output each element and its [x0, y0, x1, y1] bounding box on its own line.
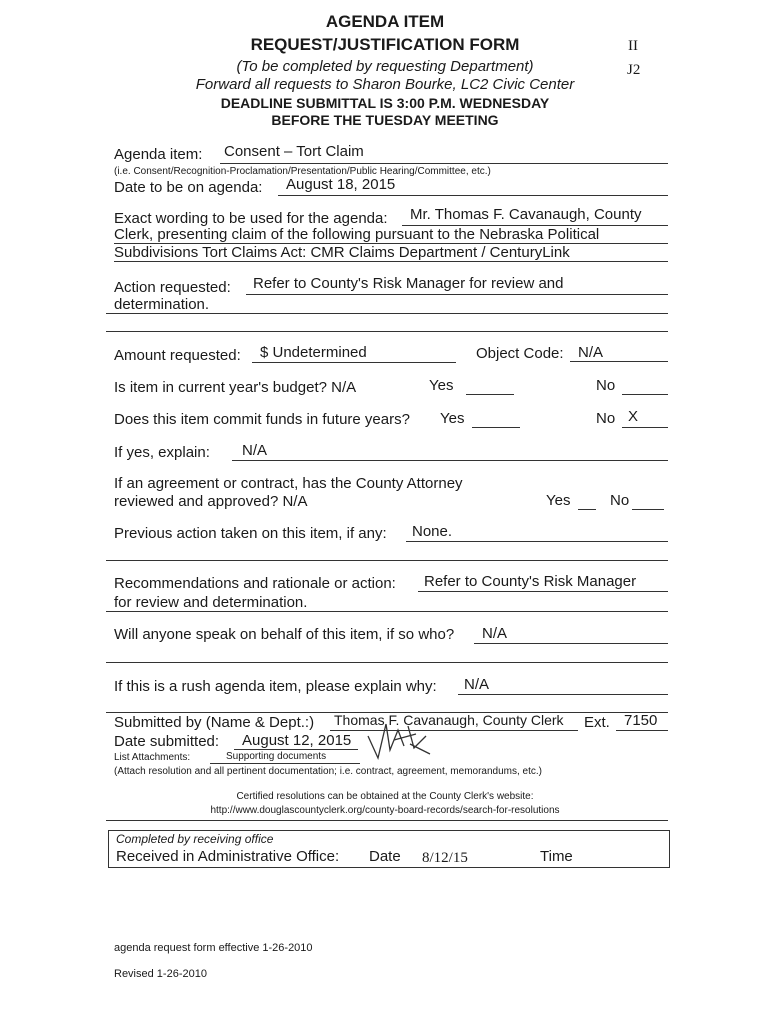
attachments-note: (Attach resolution and all pertinent documentation; i.e. contract, agreement, memorandums, etc.) [114, 766, 542, 777]
certified-line1: Certified resolutions can be obtained at the County Clerk's website: [236, 791, 534, 802]
certified-url[interactable]: http://www.douglascountyclerk.org/county-board-records/search-for-resolutions [210, 805, 560, 816]
object-code-value: N/A [578, 344, 604, 361]
action-underline-2 [106, 313, 668, 314]
future-funds-no-mark: X [628, 408, 639, 425]
action-underline-1 [246, 294, 668, 295]
speaker-value: N/A [482, 625, 508, 642]
form-subtitle-line1: (To be completed by requesting Department) [236, 58, 534, 75]
budget-yes-label: Yes [429, 377, 454, 394]
future-funds-no-label: No [596, 410, 616, 427]
footer-revised: Revised 1-26-2010 [114, 968, 207, 980]
certified-underline [106, 820, 668, 821]
recommend-label: Recommendations and rationale or action: [114, 575, 396, 592]
speaker-label: Will anyone speak on behalf of this item, if so who? [114, 626, 455, 643]
ext-value: 7150 [624, 712, 658, 729]
previous-value: None. [412, 523, 453, 540]
form-title-line2: REQUEST/JUSTIFICATION FORM [250, 35, 520, 54]
attorney-yes-label: Yes [546, 492, 571, 509]
amount-label: Amount requested: [114, 347, 241, 364]
received-date-underline [404, 867, 508, 868]
deadline-line2: BEFORE THE TUESDAY MEETING [271, 112, 499, 128]
agenda-item-underline [220, 163, 668, 164]
if-yes-underline [232, 460, 668, 461]
date-submitted-underline [234, 749, 358, 750]
if-yes-label: If yes, explain: [114, 444, 210, 461]
attorney-line2: reviewed and approved? N/A [114, 493, 308, 510]
recommend-line2: for review and determination. [114, 594, 308, 611]
attorney-no-label: No [610, 492, 630, 509]
agenda-item-note: (i.e. Consent/Recognition-Proclamation/Presentation/Public Hearing/Committee, etc.) [114, 166, 491, 177]
budget-no-blank [622, 394, 668, 395]
received-date-label: Date [369, 848, 401, 865]
action-label: Action requested: [114, 279, 231, 296]
budget-no-label: No [596, 377, 616, 394]
amount-underline [252, 362, 456, 363]
wording-underline-3 [114, 261, 668, 262]
attachments-underline [210, 763, 360, 764]
future-funds-label: Does this item commit funds in future years? [114, 411, 410, 428]
agenda-item-value: Consent – Tort Claim [224, 143, 364, 160]
recommend-underline-1 [418, 591, 668, 592]
attorney-yes-blank [578, 509, 596, 510]
deadline-line1: DEADLINE SUBMITTAL IS 3:00 P.M. WEDNESDAY [220, 95, 550, 111]
action-line1: Refer to County's Risk Manager for review and [253, 275, 564, 292]
previous-underline [406, 541, 668, 542]
signature-initials [364, 714, 436, 764]
recommend-line1: Refer to County's Risk Manager [424, 573, 637, 590]
future-funds-yes-blank [472, 427, 520, 428]
agenda-item-label: Agenda item: [114, 146, 203, 163]
amount-value: $ Undetermined [260, 344, 367, 361]
agenda-date-underline [278, 195, 668, 196]
future-funds-no-blank [622, 427, 668, 428]
attorney-no-blank [632, 509, 664, 510]
attorney-line1: If an agreement or contract, has the County Attorney [114, 475, 463, 492]
date-submitted-label: Date submitted: [114, 733, 220, 750]
wording-line2: Clerk, presenting claim of the following pursuant to the Nebraska Political [114, 226, 600, 243]
previous-underline-2 [106, 560, 668, 561]
budget-yes-blank [466, 394, 514, 395]
action-line2: determination. [114, 296, 210, 313]
received-time-label: Time [540, 848, 573, 865]
speaker-underline-2 [106, 662, 668, 663]
wording-label: Exact wording to be used for the agenda: [114, 210, 388, 227]
date-submitted-value: August 12, 2015 [242, 732, 352, 749]
speaker-underline [474, 643, 668, 644]
if-yes-value: N/A [242, 442, 268, 459]
budget-label: Is item in current year's budget? N/A [114, 379, 357, 396]
rush-value: N/A [464, 676, 490, 693]
wording-line1: Mr. Thomas F. Cavanaugh, County [410, 206, 642, 223]
rush-underline [458, 694, 668, 695]
receiving-office-heading: Completed by receiving office [116, 832, 274, 846]
form-subtitle-line2: Forward all requests to Sharon Bourke, LC2 Civic Center [195, 76, 575, 93]
section-mark: II [628, 38, 638, 54]
action-underline-3 [106, 331, 668, 332]
received-date-value: 8/12/15 [422, 850, 468, 866]
submitted-label: Submitted by (Name & Dept.:) [114, 714, 315, 731]
ext-underline [616, 730, 668, 731]
ext-label: Ext. [584, 714, 610, 731]
attachments-label: List Attachments: [114, 752, 191, 763]
attachments-value: Supporting documents [226, 751, 327, 762]
item-mark: J2 [627, 62, 641, 78]
footer-effective: agenda request form effective 1-26-2010 [114, 942, 313, 954]
future-funds-yes-label: Yes [440, 410, 465, 427]
rush-label: If this is a rush agenda item, please explain why: [114, 678, 437, 695]
previous-label: Previous action taken on this item, if any: [114, 525, 387, 542]
agenda-date-value: August 18, 2015 [286, 176, 396, 193]
submitted-value: Thomas F. Cavanaugh, County Clerk [334, 712, 564, 728]
form-title-line1: AGENDA ITEM [325, 12, 445, 31]
object-code-label: Object Code: [476, 345, 564, 362]
received-label: Received in Administrative Office: [116, 848, 340, 865]
recommend-underline-2 [106, 611, 668, 612]
object-code-underline [570, 361, 668, 362]
agenda-date-label: Date to be on agenda: [114, 179, 263, 196]
wording-line3: Subdivisions Tort Claims Act: CMR Claims Department / CenturyLink [114, 244, 570, 261]
